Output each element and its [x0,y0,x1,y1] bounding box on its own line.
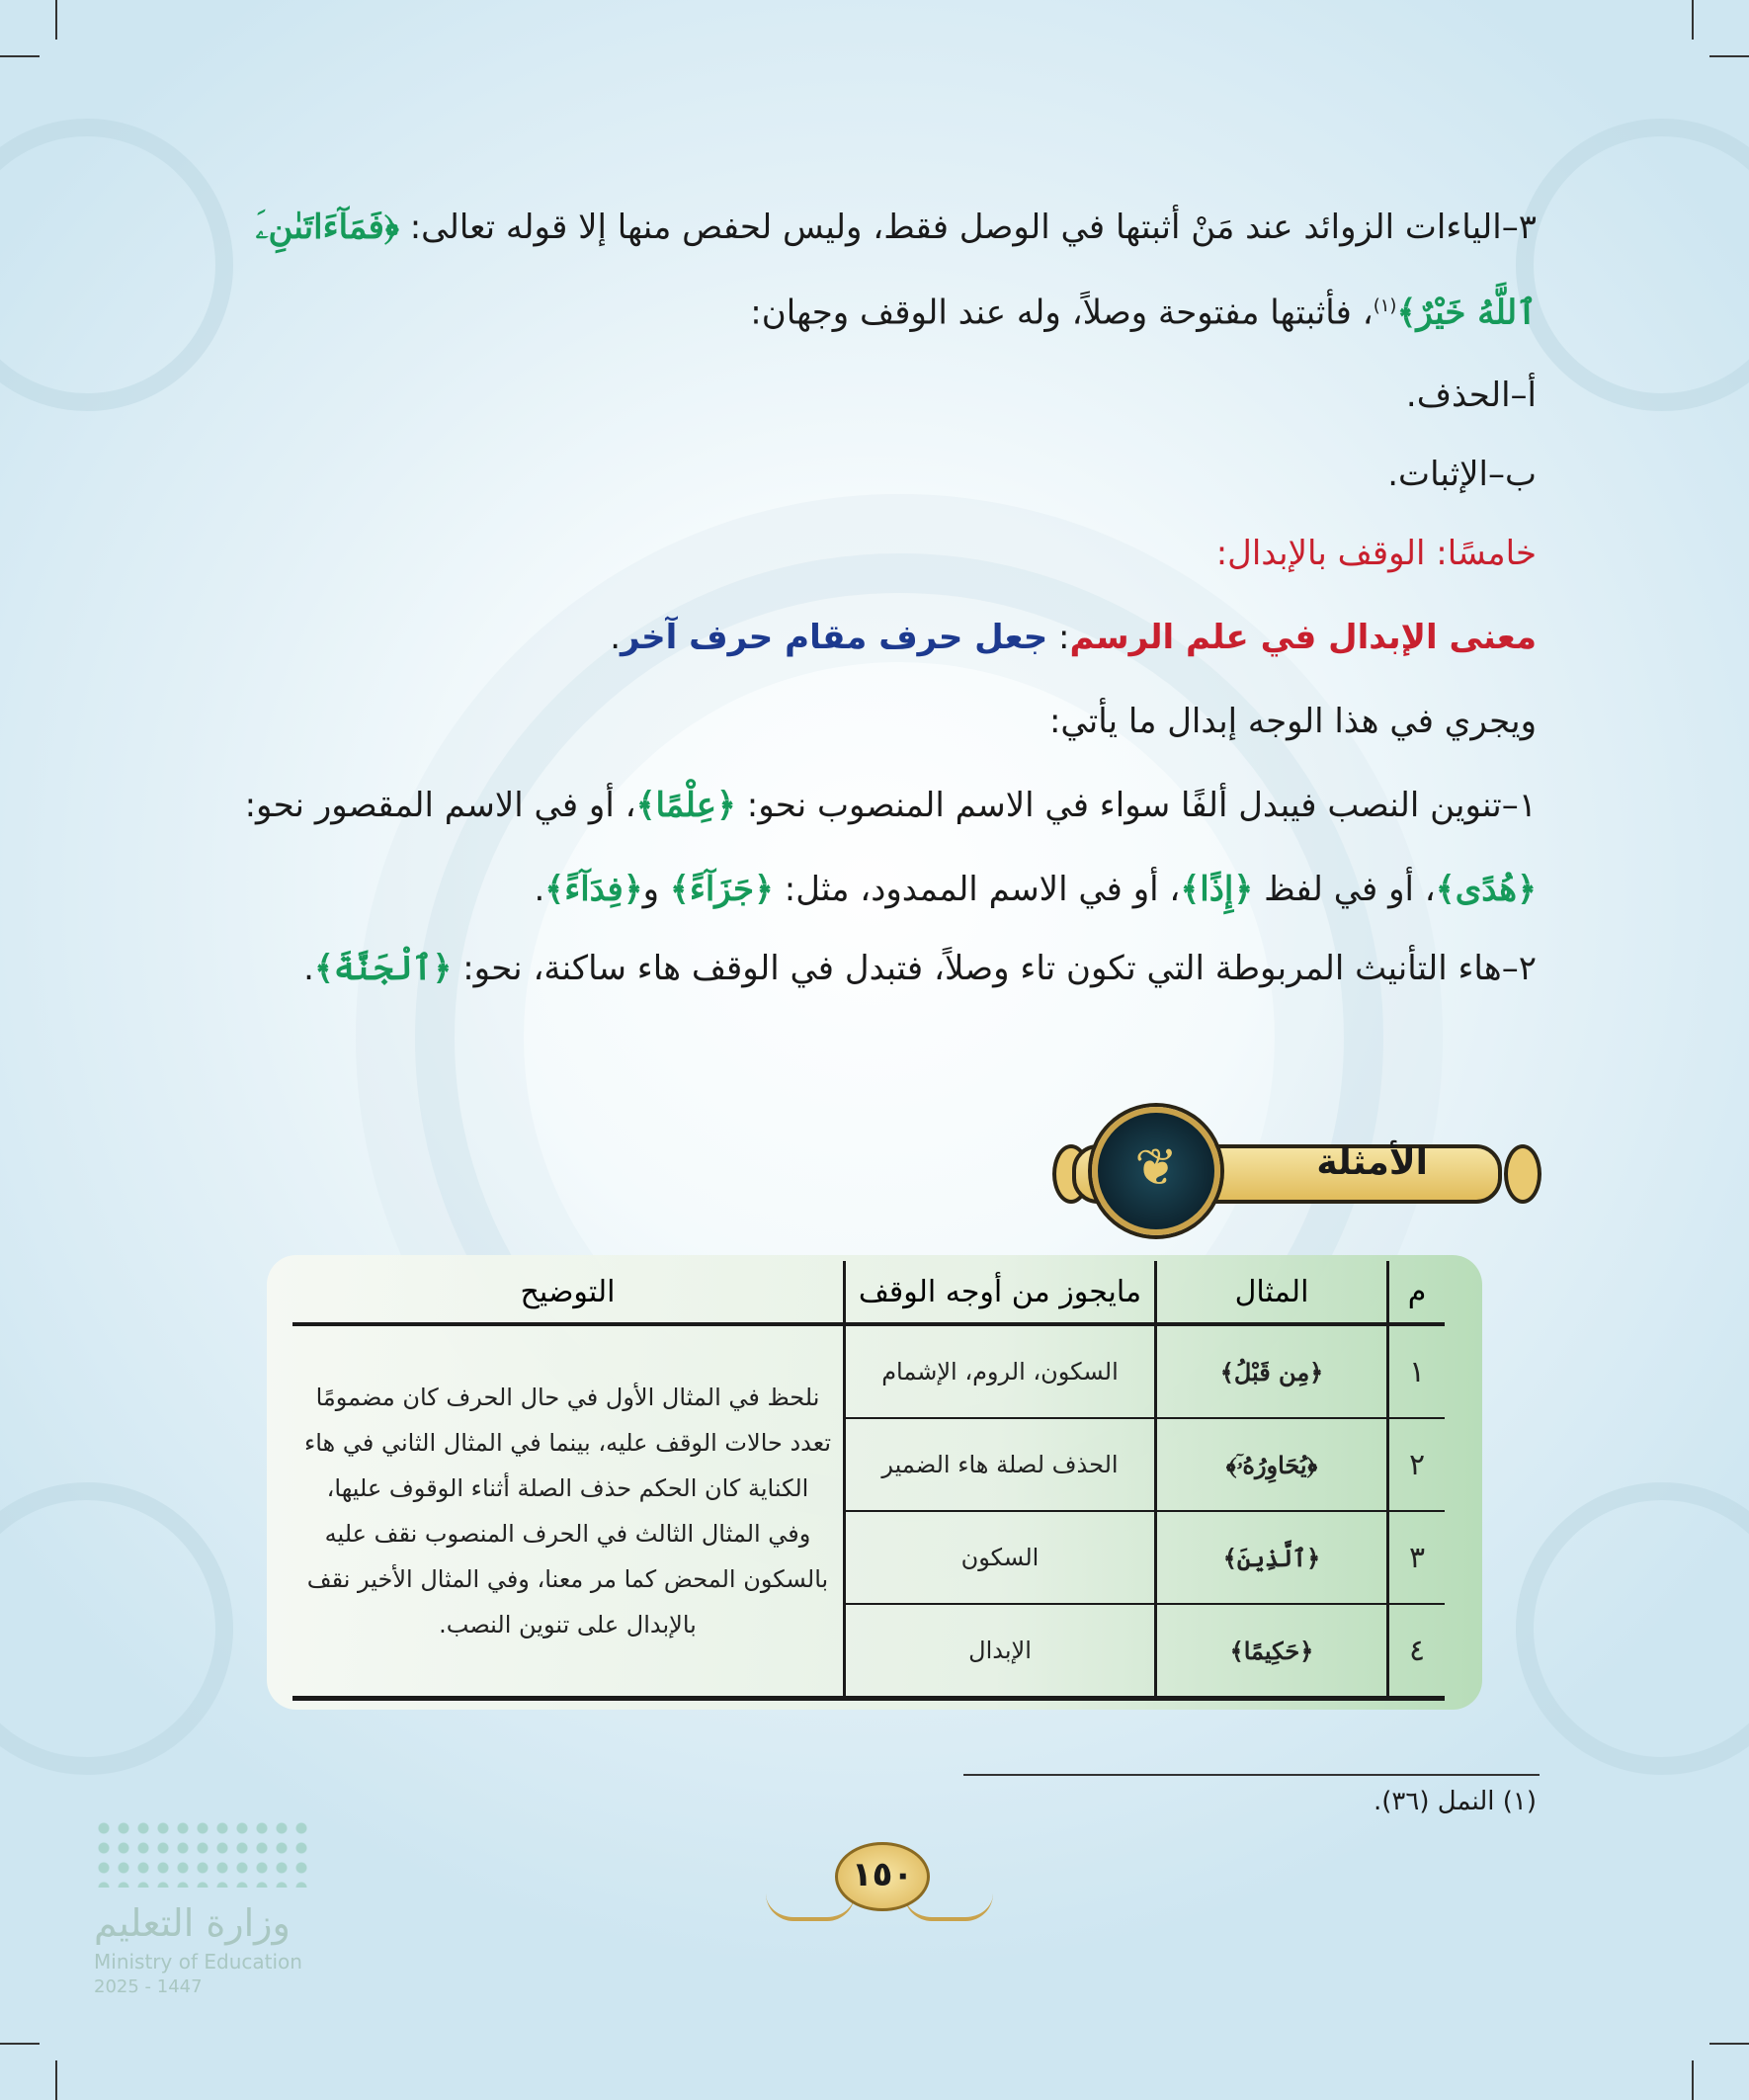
page-number: ١٥٠ [851,1855,914,1894]
row-stops: الإبدال [845,1604,1156,1699]
definition-line: معنى الإبدال في علم الرسم: جعل حرف مقام حرف آخر. [610,618,1537,657]
row-num: ٤ [1388,1604,1446,1699]
crop-mark [0,2043,40,2045]
row-example: ﴿مِن قَبْلُ﴾ [1156,1324,1388,1418]
explanation-cell: نلحظ في المثال الأول في حال الحرف كان مضمومًا تعدد حالات الوقف عليه، بينما في المثال الثاني في هاء الكناية كان الحكم حذف الصلة أثناء الوقوف عليها، وفي المثال الثالث في الحرف المنصوب نقف عليه بالسكون المحض كما مر معنا، وفي المثال الأخير نقف بالإبدال على تنوين النصب. [292,1324,845,1699]
row-num: ١ [1388,1324,1446,1418]
banner-cap [1504,1144,1541,1204]
paragraph-line-8: ١–تنوين النصب فيبدل ألفًا سواء في الاسم المنصوب نحو: ﴿عِلْمًا﴾، أو في الاسم المقصور نحو: [244,786,1537,825]
footnote-divider [963,1774,1540,1776]
row-example: ﴿يُحَاوِرُهُۥٓ﴾ [1156,1418,1388,1511]
crop-mark [1692,2060,1694,2100]
row-stops: الحذف لصلة هاء الضمير [845,1418,1156,1511]
paragraph-line-1: ٣–الياءات الزوائد عند مَنْ أثبتها في الوصل فقط، وليس لحفص منها إلا قوله تعالى: ﴿فَمَآءَاتَىٰنِۦَ [255,208,1537,247]
crop-mark [1709,2043,1749,2045]
paragraph-line-10: ٢–هاء التأنيث المربوطة التي تكون تاء وصلاً، فتبدل في الوقف هاء ساكنة، نحو: ﴿ٱلْجَنَّةَ﴾. [303,949,1537,988]
crop-mark [55,0,57,40]
page-number-badge [835,1842,930,1911]
row-num: ٢ [1388,1418,1446,1511]
logo-dots-icon [94,1818,311,1888]
ministry-year: 2025 - 1447 [94,1976,203,1997]
crop-mark [0,55,40,57]
background-ornament [1516,1482,1749,1775]
header-num: م [1388,1261,1446,1324]
crop-mark [1692,0,1694,40]
row-example: ﴿حَكِيمًا﴾ [1156,1604,1388,1699]
ministry-logo [94,1818,321,2006]
row-num: ٣ [1388,1511,1446,1604]
row-stops: السكون، الروم، الإشمام [845,1324,1156,1418]
row-stops: السكون [845,1511,1156,1604]
row-example: ﴿ٱلَّذِينَ﴾ [1156,1511,1388,1604]
header-explanation: التوضيح [292,1261,845,1324]
banner-title: الأمثلة [1316,1142,1428,1183]
background-ornament [0,1482,233,1775]
footnote: (١) النمل (٣٦). [1373,1787,1537,1816]
paragraph-line-7: ويجري في هذا الوجه إبدال ما يأتي: [1048,702,1537,741]
header-example: المثال [1156,1261,1388,1324]
ministry-arabic: وزارة التعليم [94,1901,291,1945]
page-number-ornament [766,1836,993,1945]
crop-mark [1709,55,1749,57]
header-stops: مايجوز من أوجه الوقف [845,1261,1156,1324]
grape-vine-icon: ❦ [1092,1107,1220,1235]
examples-banner [1052,1107,1541,1225]
option-b: ب–الإثبات. [1387,455,1537,494]
section-heading: خامسًا: الوقف بالإبدال: [1215,534,1537,573]
ministry-english: Ministry of Education [94,1950,302,1974]
paragraph-line-9: ﴿هُدًى﴾، أو في لفظ ﴿إِذًا﴾، أو في الاسم الممدود، مثل: ﴿جَزَآءً﴾ و﴿فِدَآءً﴾. [534,870,1537,909]
paragraph-line-2: ٱللَّهُ خَيْرٌ﴾$^{(١)}$، فأثبتها مفتوحة وصلاً، وله عند الوقف وجهان: [750,293,1537,333]
option-a: أ–الحذف. [1405,376,1537,415]
examples-table [292,1261,1445,1701]
table-row [292,1324,1445,1418]
background-ornament [1516,119,1749,411]
swirl-ornament [766,1893,855,1921]
crop-mark [55,2060,57,2100]
